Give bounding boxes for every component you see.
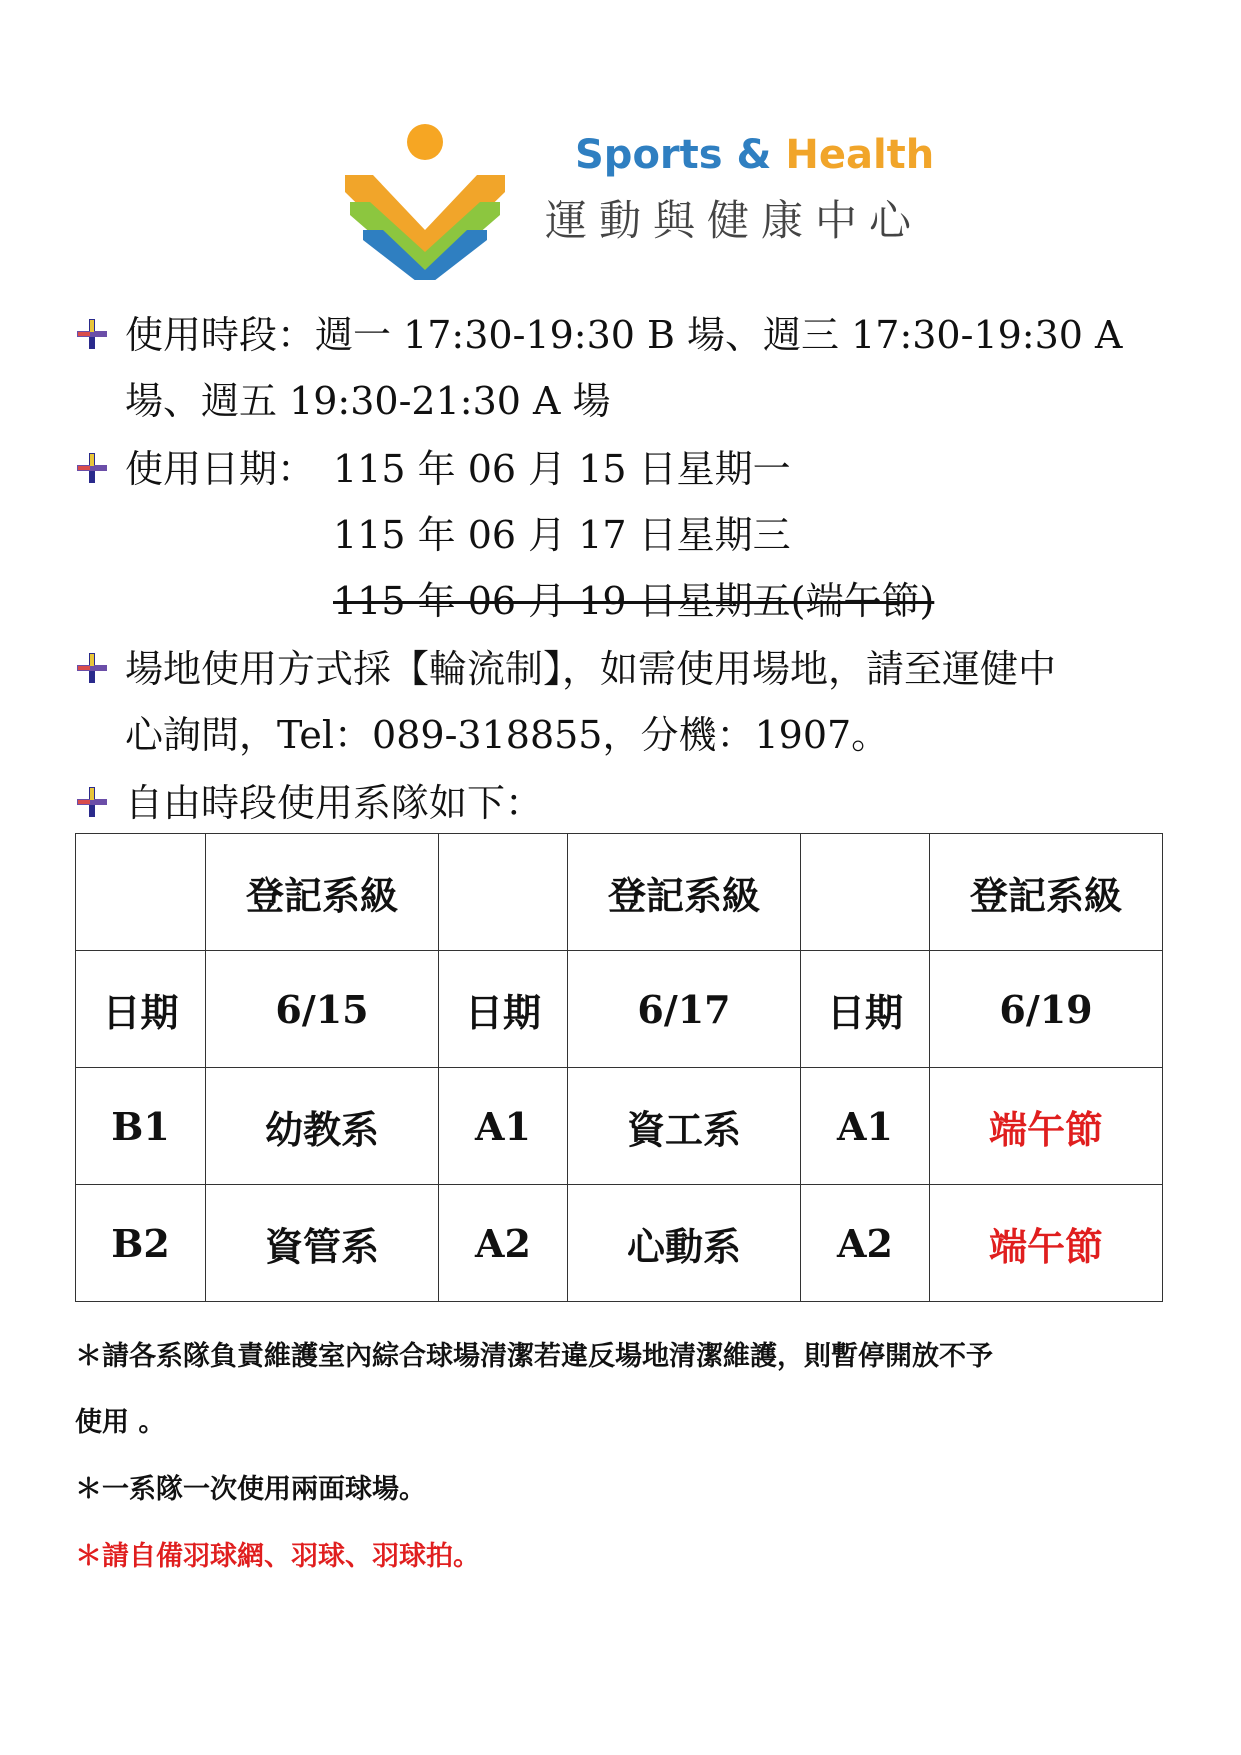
table-cell	[801, 834, 930, 951]
date-value: 6/15	[206, 951, 439, 1068]
court-label: B1	[76, 1068, 206, 1185]
date-value: 6/19	[930, 951, 1163, 1068]
bullet-cross-icon	[75, 451, 109, 485]
usage-time-line-1: 使用時段：週一 17:30-19:30 B 場、週三 17:30-19:30 A	[125, 313, 1123, 357]
rotation-rule-line-1: 場地使用方式採【輪流制】，如需使用場地，請至運健中	[125, 647, 1057, 691]
court-label: A2	[439, 1185, 568, 1302]
dept-value: 資管系	[206, 1185, 439, 1302]
usage-date-2: 115 年 06 月 17 日星期三	[333, 513, 791, 557]
logo	[345, 120, 965, 280]
usage-time-line-2: 場、週五 19:30-21:30 A 場	[125, 379, 611, 423]
logo-chinese-title: 運動與健康中心	[545, 196, 924, 245]
bullet-cross-icon	[75, 785, 109, 819]
usage-date-label: 使用日期：	[125, 447, 316, 491]
header-dept-label: 登記系級	[930, 834, 1163, 951]
logo-sports-text: Sports	[575, 132, 723, 178]
date-label: 日期	[76, 951, 206, 1068]
usage-date-1: 115 年 06 月 15 日星期一	[333, 447, 791, 491]
table-row	[76, 951, 1163, 1068]
bullet-cross-icon	[75, 651, 109, 685]
date-label: 日期	[801, 951, 930, 1068]
logo-amp-text: &	[736, 132, 772, 178]
free-session-intro: 自由時段使用系隊如下：	[125, 781, 544, 825]
dept-value: 幼教系	[206, 1068, 439, 1185]
date-value: 6/17	[568, 951, 801, 1068]
note-two-courts: ＊一系隊一次使用兩面球場。	[75, 1474, 426, 1505]
dept-value: 心動系	[568, 1185, 801, 1302]
table-cell	[439, 834, 568, 951]
court-label: B2	[76, 1185, 206, 1302]
court-label: A2	[801, 1185, 930, 1302]
table-row	[76, 834, 1163, 951]
table-cell	[76, 834, 206, 951]
holiday-value: 端午節	[930, 1185, 1163, 1302]
note-cleaning-line-2: 使用 。	[75, 1407, 166, 1438]
note-cleaning-line-1: ＊請各系隊負責維護室內綜合球場清潔若違反場地清潔維護，則暫停開放不予	[75, 1341, 993, 1372]
table-row	[76, 1068, 1163, 1185]
rotation-rule-line-2: 心詢問，Tel：089-318855，分機：1907。	[125, 713, 890, 757]
header-dept-label: 登記系級	[568, 834, 801, 951]
table-row	[76, 1185, 1163, 1302]
logo-health-text: Health	[785, 132, 935, 178]
dept-value: 資工系	[568, 1068, 801, 1185]
usage-date-3-struck: 115 年 06 月 19 日星期五(端午節)	[333, 579, 935, 623]
logo-english-title	[575, 132, 934, 178]
holiday-value: 端午節	[930, 1068, 1163, 1185]
court-label: A1	[439, 1068, 568, 1185]
sports-health-logo-icon	[345, 120, 505, 280]
bullet-cross-icon	[75, 317, 109, 351]
note-bring-equipment: ＊請自備羽球網、羽球、羽球拍。	[75, 1541, 480, 1572]
header-dept-label: 登記系級	[206, 834, 439, 951]
schedule-table	[75, 833, 1163, 1302]
date-label: 日期	[439, 951, 568, 1068]
court-label: A1	[801, 1068, 930, 1185]
